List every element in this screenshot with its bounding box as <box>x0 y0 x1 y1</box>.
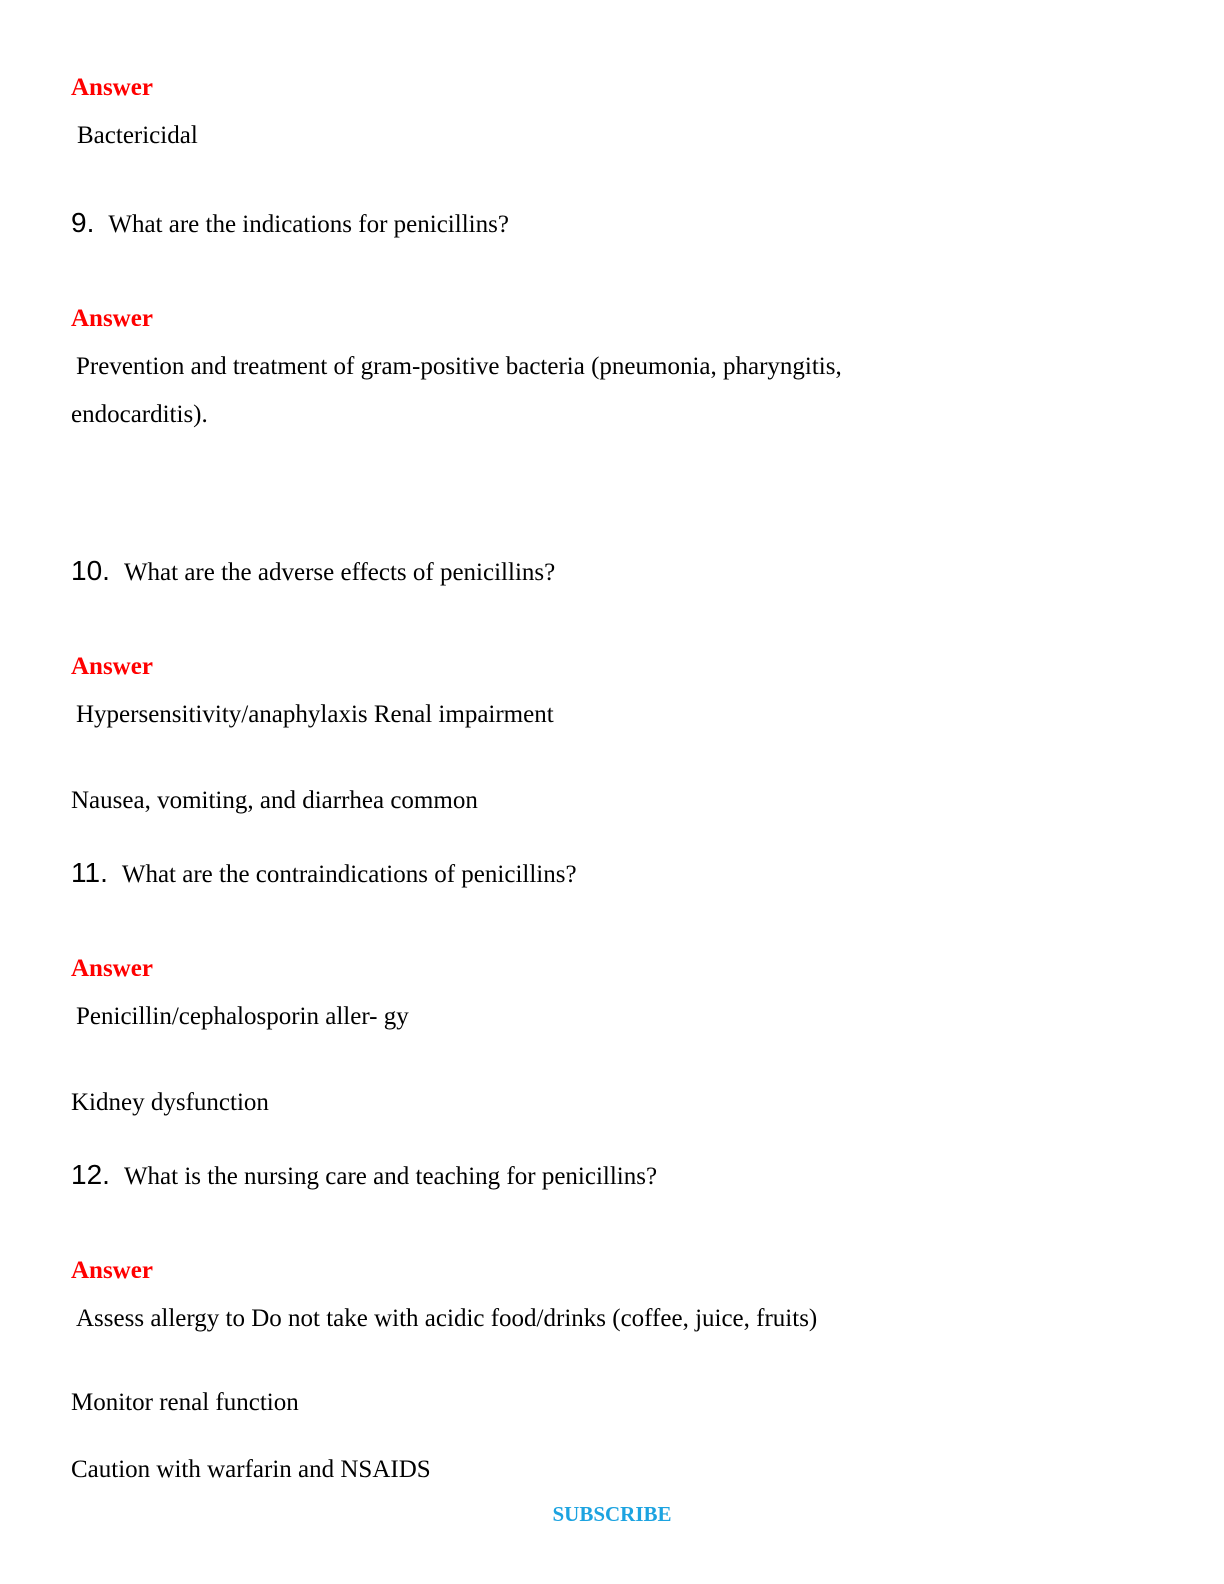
answer-text: Prevention and treatment of gram-positive bacteria (pneumonia, pharyngitis, <box>76 353 842 380</box>
question-number: 10. <box>71 555 110 586</box>
answer-text: Kidney dysfunction <box>71 1089 269 1116</box>
answer-label: Answer <box>71 653 153 680</box>
question-text: What are the indications for penicillins? <box>108 211 509 238</box>
answer-text: Caution with warfarin and NSAIDS <box>71 1456 431 1483</box>
answer-text: endocarditis). <box>71 401 208 428</box>
answer-text: Monitor renal function <box>71 1389 299 1416</box>
question-number: 11. <box>71 857 108 888</box>
answer-text: Penicillin/cephalosporin aller- gy <box>76 1003 409 1030</box>
question-9 <box>71 208 509 240</box>
answer-label: Answer <box>71 955 153 982</box>
answer-text: Hypersensitivity/anaphylaxis Renal impairment <box>76 701 554 728</box>
question-text: What are the contraindications of penicillins? <box>121 861 577 888</box>
question-number: 9. <box>71 207 95 238</box>
answer-label: Answer <box>71 305 153 332</box>
question-11 <box>71 858 577 890</box>
answer-label: Answer <box>71 1257 153 1284</box>
question-10 <box>71 556 555 588</box>
answer-text: Nausea, vomiting, and diarrhea common <box>71 787 478 814</box>
question-text: What is the nursing care and teaching for penicillins? <box>123 1163 658 1190</box>
answer-label: Answer <box>71 74 153 101</box>
answer-text: Bactericidal <box>77 122 198 149</box>
question-12 <box>71 1160 657 1192</box>
answer-text: Assess allergy to Do not take with acidic food/drinks (coffee, juice, fruits) <box>76 1305 818 1332</box>
subscribe-link[interactable]: SUBSCRIBE <box>552 1502 672 1526</box>
question-text: What are the adverse effects of penicillins? <box>123 559 556 586</box>
question-number: 12. <box>71 1159 110 1190</box>
